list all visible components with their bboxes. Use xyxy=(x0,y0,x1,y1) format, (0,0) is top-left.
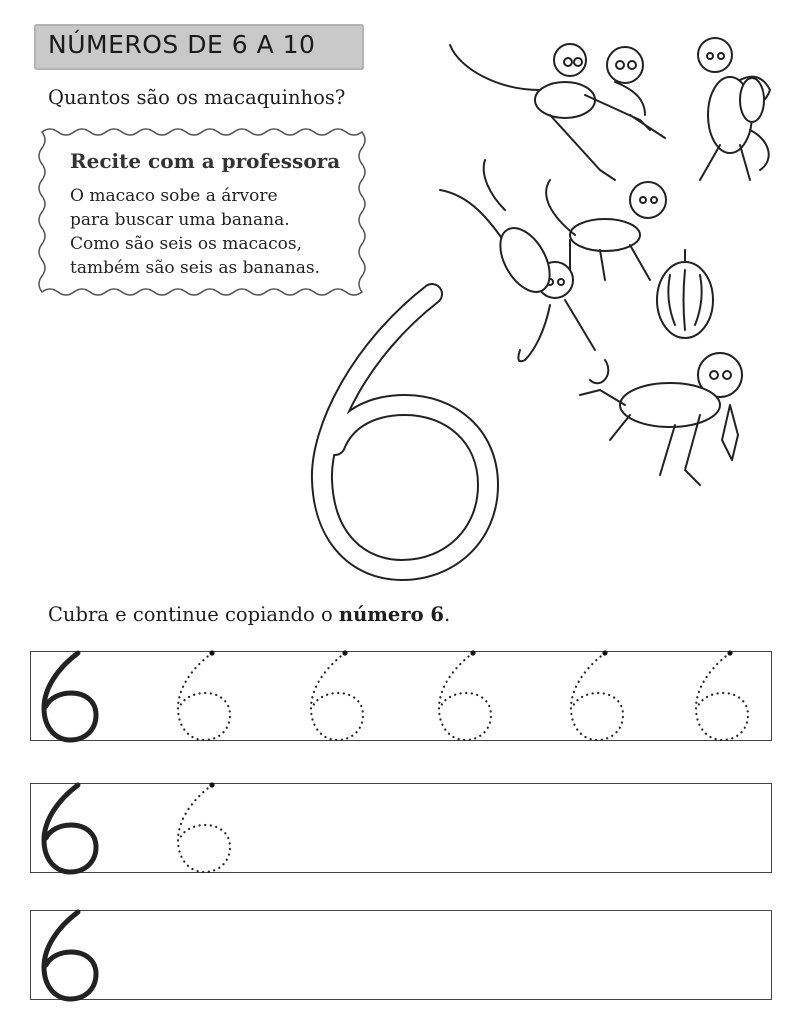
dotted-six-row-2-1[interactable] xyxy=(178,782,230,872)
verse-line-4: também são seis as bananas. xyxy=(70,258,320,278)
verse-line-1: O macaco sobe a árvore xyxy=(70,186,278,206)
model-six-row-1 xyxy=(44,653,96,740)
instruction-prefix: Cubra e continue copiando o xyxy=(48,603,339,626)
instruction-bold: número 6 xyxy=(338,603,444,626)
dotted-six-row-1-5[interactable] xyxy=(696,650,748,740)
dotted-six-row-1-3[interactable] xyxy=(439,650,491,740)
dotted-six-row-1-4[interactable] xyxy=(571,650,623,740)
verse-line-2: para buscar uma banana. xyxy=(70,210,290,230)
model-six-row-3 xyxy=(44,912,96,999)
model-six-row-2 xyxy=(44,785,96,872)
instruction-suffix: . xyxy=(443,603,451,626)
page-title: NÚMEROS DE 6 A 10 xyxy=(48,30,316,59)
dotted-six-row-1-1[interactable] xyxy=(178,650,230,740)
verse-line-3: Como são seis os macacos, xyxy=(70,234,303,254)
recite-title: Recite com a professora xyxy=(70,149,341,173)
question-text: Quantos são os macaquinhos? xyxy=(48,86,346,109)
dotted-six-row-1-2[interactable] xyxy=(311,650,363,740)
